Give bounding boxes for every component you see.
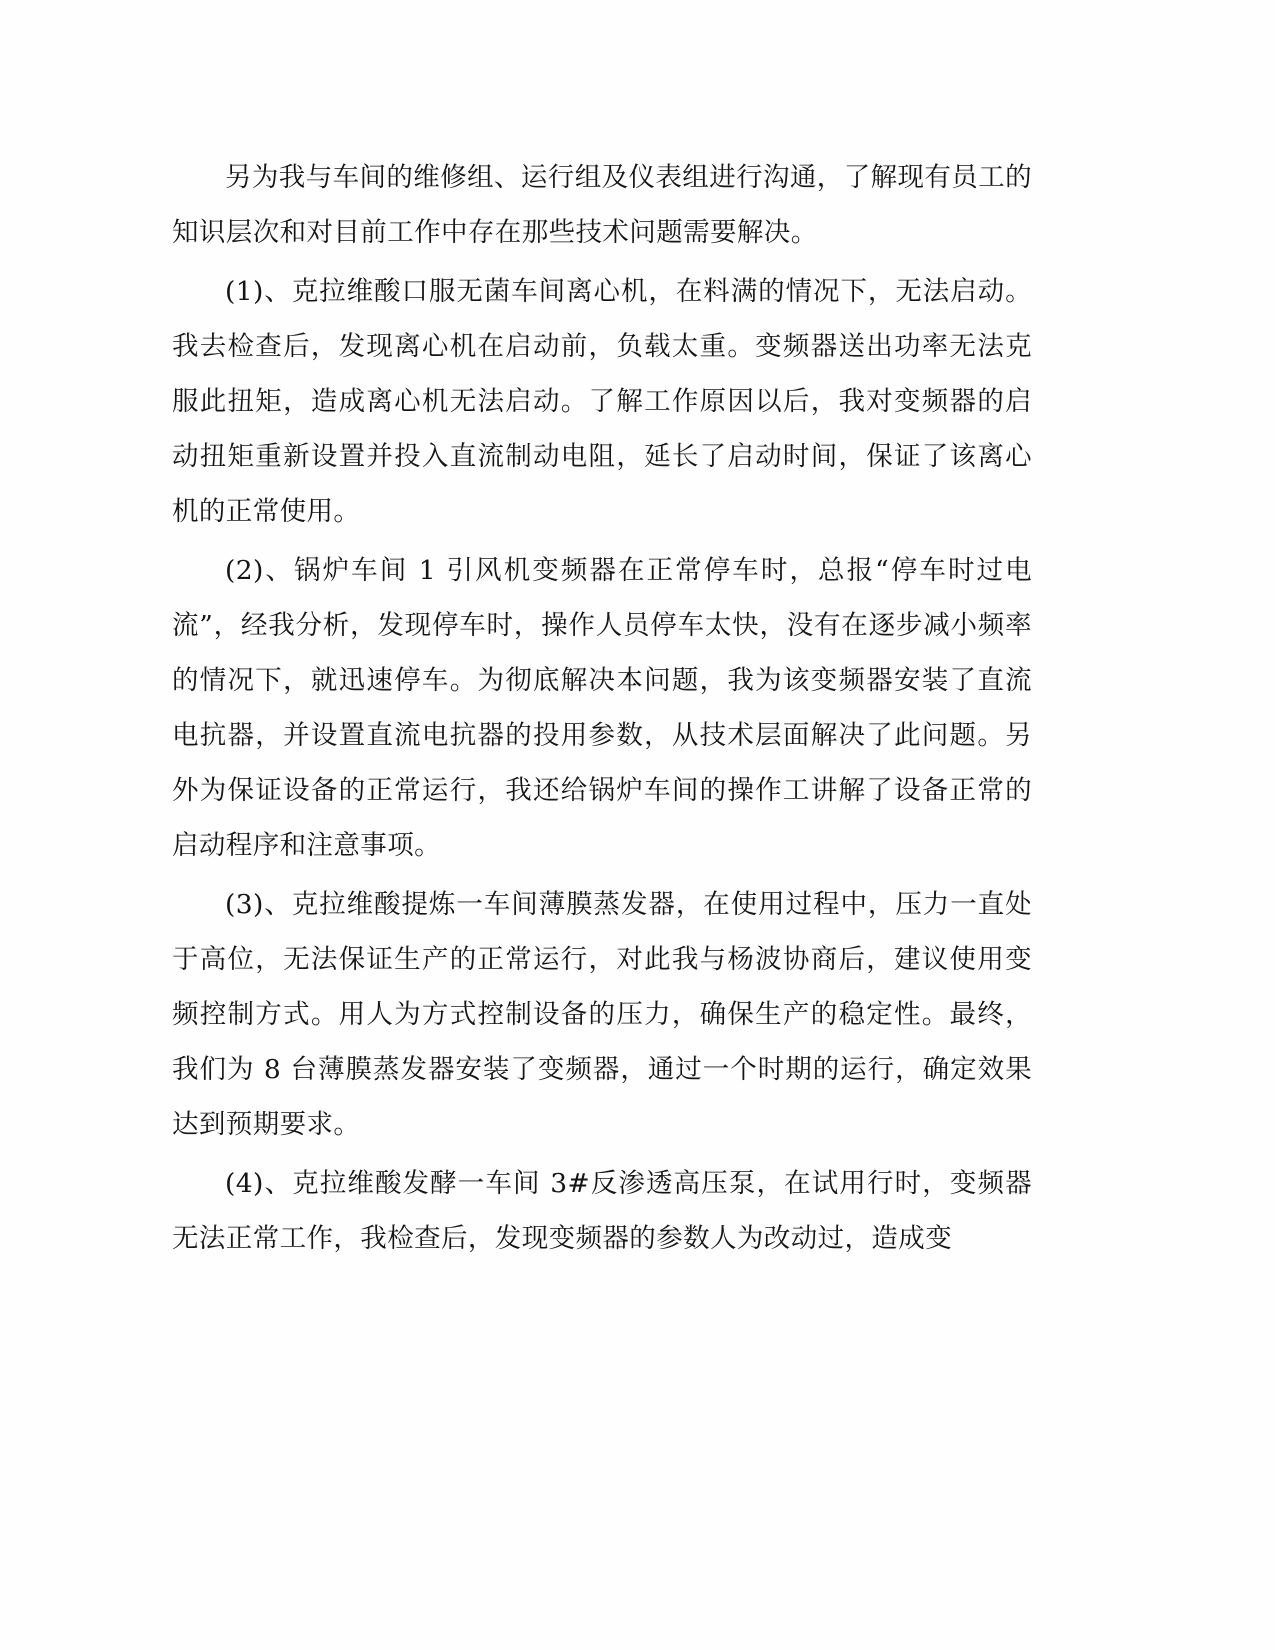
- paragraph-item-1: (1)、克拉维酸口服无菌车间离心机，在料满的情况下，无法启动。我去检查后，发现离心机在启动前，负载太重。变频器送出功率无法克服此扭矩，造成离心机无法启动。了解工作原因以后，我对变频器的启动扭矩重新设置并投入直流制动电阻，延长了启动时间，保证了该离心机的正常使用。: [172, 276, 1032, 527]
- document-body: [172, 150, 1032, 1270]
- paragraph-item-3: (3)、克拉维酸提炼一车间薄膜蒸发器，在使用过程中，压力一直处于高位，无法保证生产的正常运行，对此我与杨波协商后，建议使用变频控制方式。用人为方式控制设备的压力，确保生产的稳定性。最终，我们为 8 台薄膜蒸发器安装了变频器，通过一个时期的运行，确定效果达到预期要求。: [172, 889, 1032, 1140]
- paragraph-intro: 另为我与车间的维修组、运行组及仪表组进行沟通，了解现有员工的知识层次和对目前工作中存在那些技术问题需要解决。: [172, 162, 1032, 248]
- paragraph-item-4: (4)、克拉维酸发酵一车间 3#反渗透高压泵，在试用行时，变频器无法正常工作，我检查后，发现变频器的参数人为改动过，造成变: [172, 1168, 1032, 1254]
- paragraph-item-2: (2)、锅炉车间 1 引风机变频器在正常停车时，总报“停车时过电流”，经我分析，发现停车时，操作人员停车太快，没有在逐步减小频率的情况下，就迅速停车。为彻底解决本问题，我为该变频器安装了直流电抗器，并设置直流电抗器的投用参数，从技术层面解决了此问题。另外为保证设备的正常运行，我还给锅炉车间的操作工讲解了设备正常的启动程序和注意事项。: [172, 555, 1032, 861]
